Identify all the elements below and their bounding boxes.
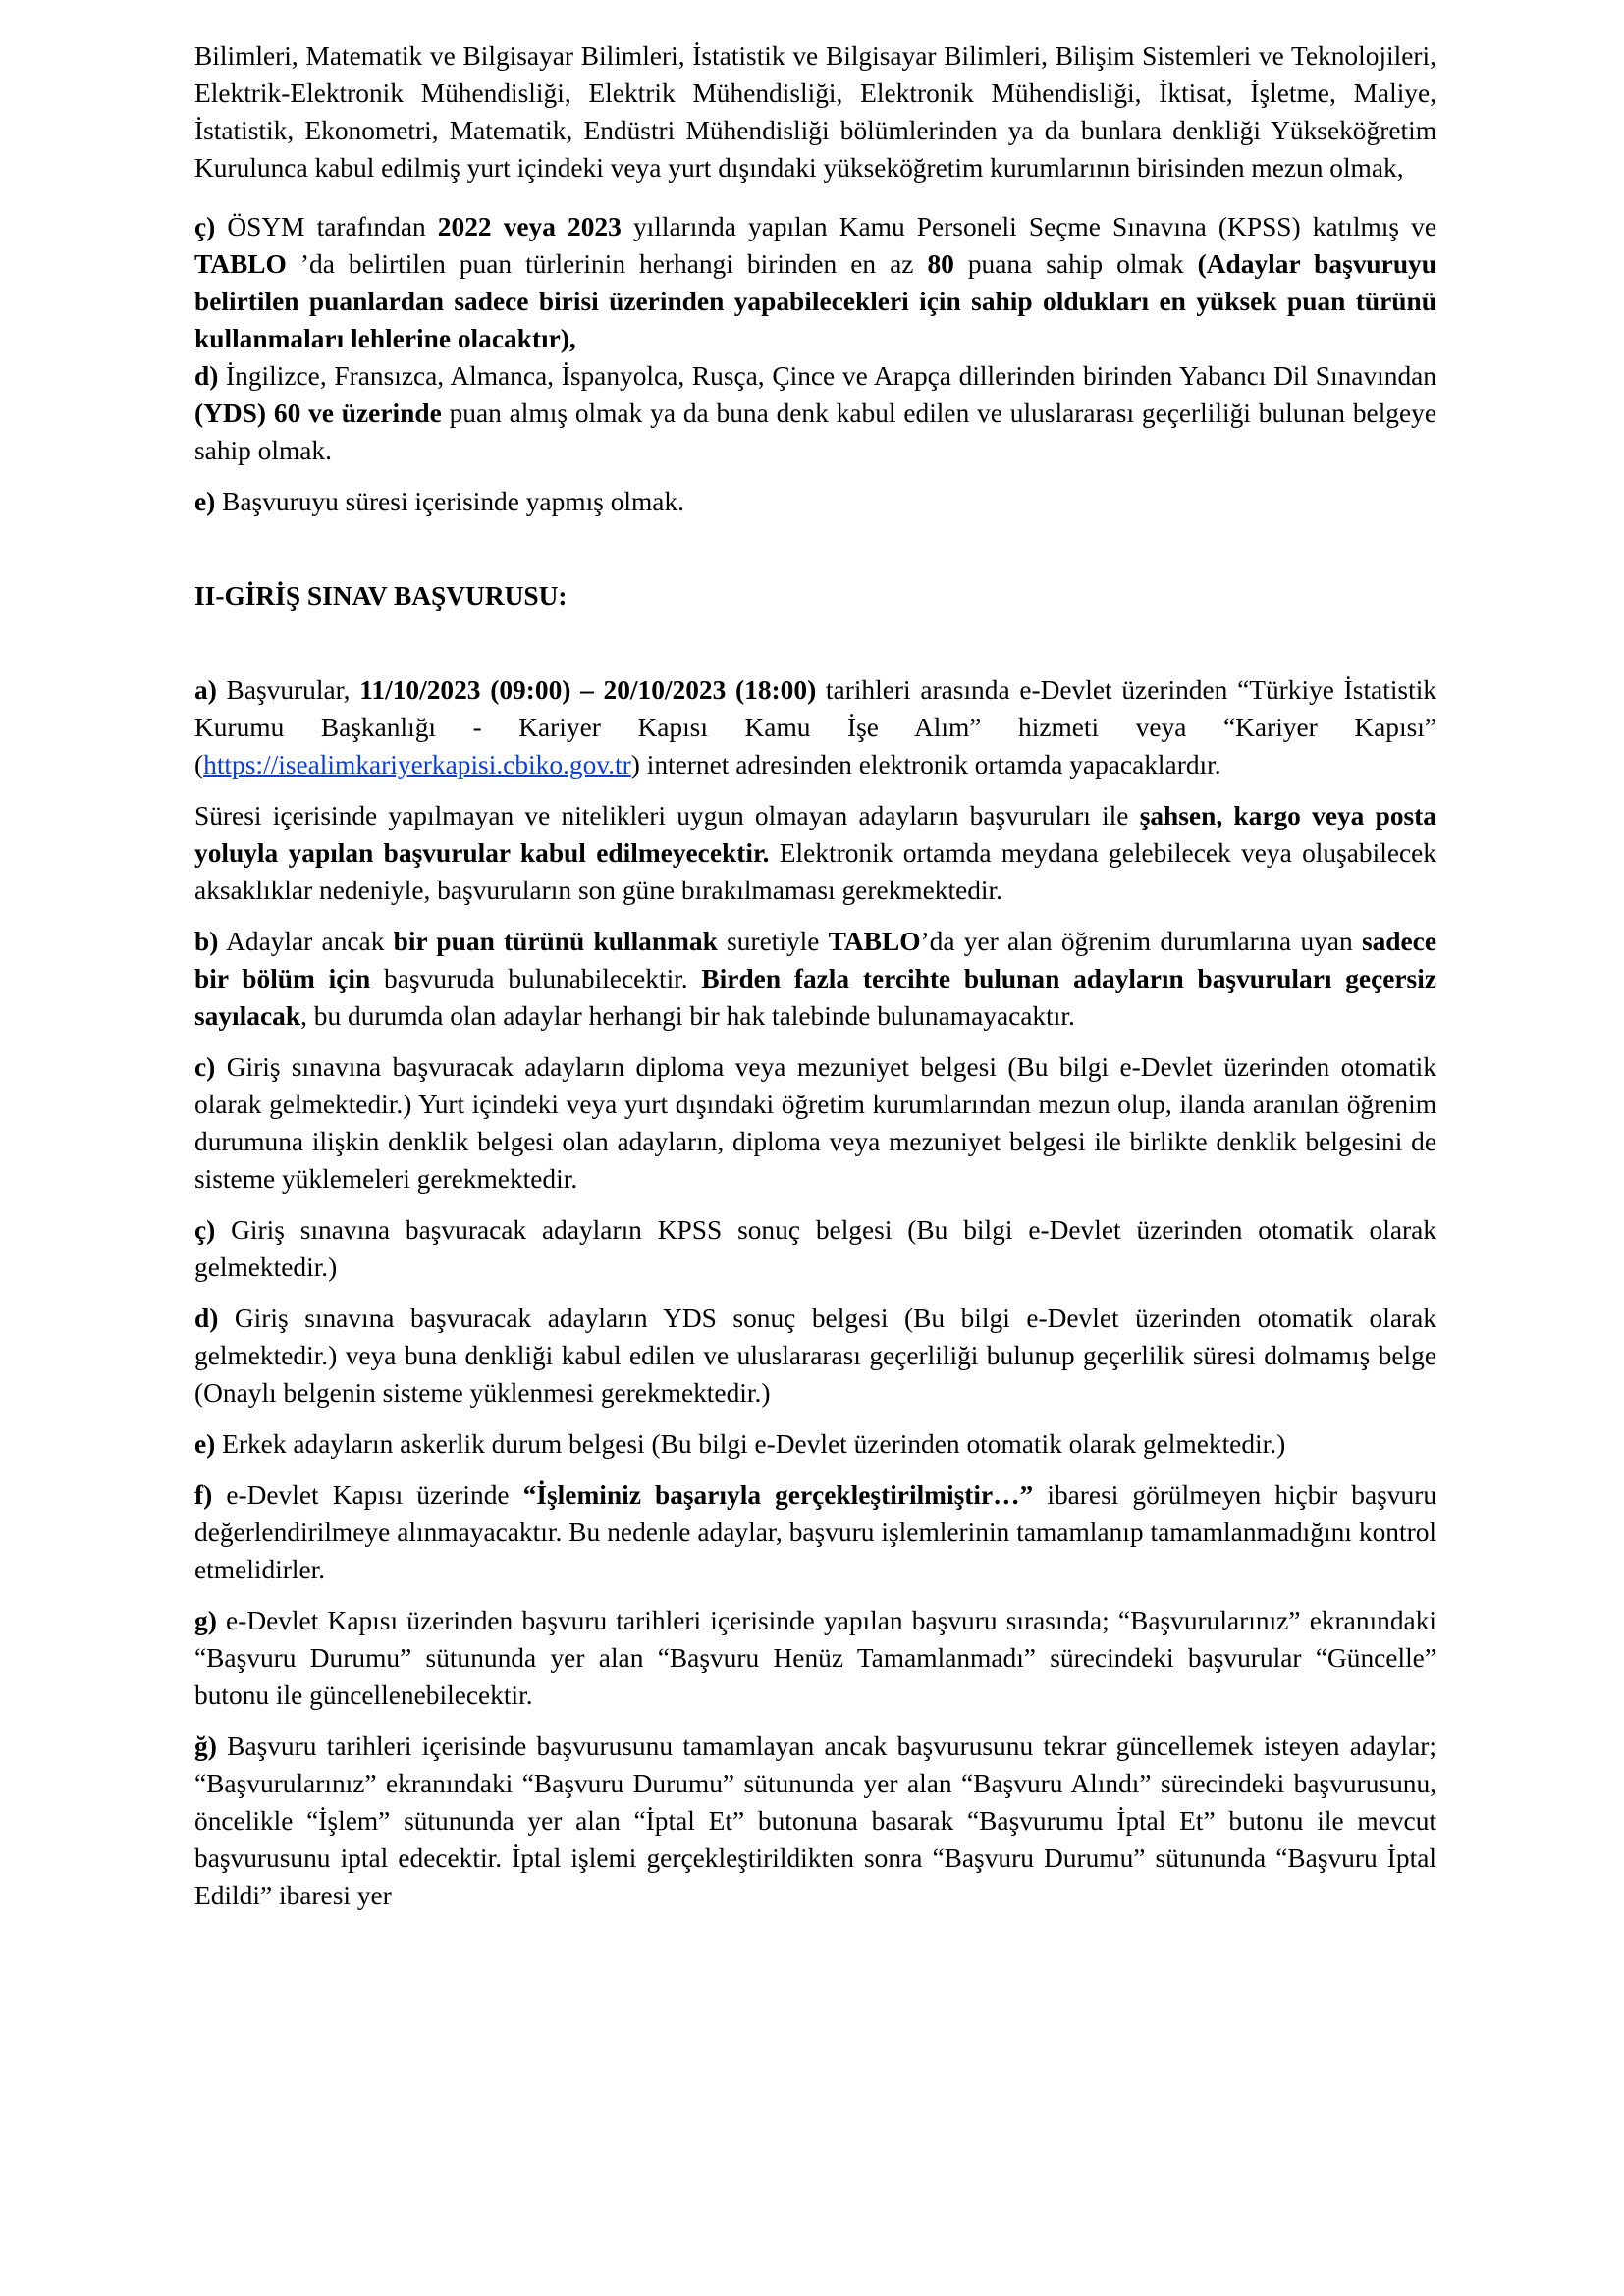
text: Giriş sınavına başvuracak adayların diploma veya mezuniyet belgesi (Bu bilgi e-Devlet üzerinden otomatik olarak gelmektedir.) Yurt içindeki veya yurt dışındaki öğretim kurumlarından mezun olup, ilanda aranılan öğrenim durumuna ilişkin denklik belgesi olan adayların, diploma veya mezuniyet belgesi ile birlikte denklik belgesini de sisteme yüklemeleri gerekmektedir. xyxy=(194,1052,1436,1194)
requirement-c-kpss xyxy=(194,208,1436,357)
application-g-update xyxy=(194,1602,1436,1714)
application-f-confirmation xyxy=(194,1476,1436,1588)
text: yıllarında yapılan Kamu Personeli Seçme Sınavına (KPSS) katılmış ve xyxy=(621,212,1436,241)
bold-text: (YDS) 60 ve üzerinde xyxy=(194,399,442,428)
text: Giriş sınavına başvuracak adayların YDS sonuç belgesi (Bu bilgi e-Devlet üzerinden otomatik olarak gelmektedir.) veya buna denkliği kabul edilen ve uluslararası geçerliliği bulunup geçerlilik süresi dolmamış belge (Onaylı belgenin sisteme yüklenmesi gerekmektedir.) xyxy=(194,1304,1436,1408)
item-label: ç) xyxy=(194,212,216,241)
application-d-yds-result xyxy=(194,1300,1436,1412)
application-cc-kpss-result xyxy=(194,1211,1436,1286)
text: tarihleri arasında e-Devlet üzerinden “Türkiye İstatistik Kurumu Başkanlığı - Kariyer Kapısı Kamu İşe Alım” hizmeti veya “Kariyer Kapısı” ( xyxy=(194,675,1437,779)
application-dates: 11/10/2023 (09:00) – 20/10/2023 (18:00) xyxy=(359,675,817,705)
application-a-dates xyxy=(194,671,1436,783)
text: ÖSYM tarafından xyxy=(215,212,438,241)
text: Giriş sınavına başvuracak adayların KPSS sonuç belgesi (Bu bilgi e-Devlet üzerinden otomatik olarak gelmektedir.) xyxy=(194,1215,1436,1282)
text: ) internet adresinden elektronik ortamda yapacaklardır. xyxy=(630,750,1221,779)
text: başvuruda bulunabilecektir. xyxy=(370,964,702,993)
item-label: g) xyxy=(194,1606,217,1635)
item-label: a) xyxy=(194,675,217,705)
bold-text: 80 xyxy=(927,249,954,279)
requirement-e-timely xyxy=(194,483,1436,520)
text: Başvurular, xyxy=(216,675,360,705)
text: puan almış olmak ya da buna denk kabul edilen ve uluslararası geçerliliği bulunan belgeye sahip olmak. xyxy=(194,399,1437,465)
text: Süresi içerisinde yapılmayan ve nitelikleri uygun olmayan adayların başvuruları ile xyxy=(194,801,1140,830)
requirement-d-yds xyxy=(194,357,1436,469)
text: ’da belirtilen puan türlerinin herhangi birinden en az xyxy=(286,249,928,279)
item-label: c) xyxy=(194,1052,216,1082)
text: e-Devlet Kapısı üzerinde xyxy=(212,1480,523,1510)
text: ’da yer alan öğrenim durumlarına uyan xyxy=(920,927,1362,956)
item-label: f) xyxy=(194,1480,213,1510)
item-label: ç) xyxy=(194,1215,216,1245)
kariyer-kapisi-link[interactable]: https://isealimkariyerkapisi.cbiko.gov.tr xyxy=(203,750,631,779)
item-label: e) xyxy=(194,1429,216,1459)
bold-text: 2022 veya 2023 xyxy=(437,212,622,241)
bold-text: şahsen, kargo veya posta yoluyla yapılan başvurular kabul edilmeyecektir. xyxy=(194,801,1436,868)
item-label: d) xyxy=(194,361,219,391)
application-note xyxy=(194,797,1436,909)
bold-text: (Adaylar başvuruyu belirtilen puanlardan sadece birisi üzerinden yapabilecekleri için sahip oldukları en yüksek puan türünü kullanmaları lehlerine olacaktır), xyxy=(194,249,1436,353)
bold-text: bir puan türünü kullanmak xyxy=(393,927,718,956)
text: Adaylar ancak xyxy=(218,927,394,956)
eligibility-departments-paragraph: Bilimleri, Matematik ve Bilgisayar Bilimleri, İstatistik ve Bilgisayar Bilimleri, Bilişim Sistemleri ve Teknolojileri, Elektrik-Elektronik Mühendisliği, Elektrik Mühendisliği, Elektronik Mühendisliği, İktisat, İşletme, Maliye, İstatistik, Ekonometri, Matematik, Endüstri Mühendisliği bölümlerinden ya da bunlara denkliği Yükseköğretim Kurulunca kabul edilmiş yurt içindeki veya yurt dışındaki yükseköğretim kurumlarının birisinden mezun olmak, xyxy=(194,41,1436,183)
item-label: e) xyxy=(194,487,216,516)
application-c-diploma xyxy=(194,1048,1436,1198)
bold-text: “İşleminiz başarıyla gerçekleştirilmiştir…” xyxy=(522,1480,1034,1510)
text: suretiyle xyxy=(717,927,829,956)
item-label: ğ) xyxy=(194,1732,217,1761)
bold-text: sadece bir bölüm için xyxy=(194,927,1436,993)
application-e-military xyxy=(194,1425,1436,1463)
text: , bu durumda olan adaylar herhangi bir hak talebinde bulunamayacaktır. xyxy=(300,1001,1075,1031)
text: e-Devlet Kapısı üzerinden başvuru tarihleri içerisinde yapılan başvuru sırasında; “Başvurularınız” ekranındaki “Başvuru Durumu” sütununda yer alan “Başvuru Henüz Tamamlanmadı” sürecindeki başvurular “Güncelle” butonu ile güncellenebilecektir. xyxy=(194,1606,1436,1710)
text: Başvuru tarihleri içerisinde başvurusunu tamamlayan ancak başvurusunu tekrar güncellemek isteyen adaylar; “Başvurularınız” ekranındaki “Başvuru Durumu” sütununda yer alan “Başvuru Alındı” sürecindeki başvurusunu, öncelikle “İşlem” sütununda yer alan “İptal Et” butonuna basarak “Başvurumu İptal Et” butonu ile mevcut başvurusunu iptal edecektir. İptal işlemi gerçekleştirildikten sonra “Başvuru Durumu” sütununda “Başvuru İptal Edildi” ibaresi yer xyxy=(194,1732,1436,1910)
text: puana sahip olmak xyxy=(953,249,1198,279)
text: İngilizce, Fransızca, Almanca, İspanyolca, Rusça, Çince ve Arapça dillerinden birinden Yabancı Dil Sınavından xyxy=(218,361,1436,391)
item-label: d) xyxy=(194,1304,219,1333)
bold-text: Birden fazla tercihte bulunan adayların başvuruları geçersiz sayılacak xyxy=(194,964,1436,1031)
bold-text: TABLO xyxy=(828,927,921,956)
text: ibaresi görülmeyen hiçbir başvuru değerlendirilmeye alınmayacaktır. Bu nedenle adaylar, başvuru işlemlerinin tamamlanıp tamamlanmadığını kontrol etmelidirler. xyxy=(194,1480,1437,1584)
section-heading: II-GİRİŞ SINAV BAŞVURUSU: xyxy=(194,581,568,611)
item-label: b) xyxy=(194,927,219,956)
application-gg-cancel xyxy=(194,1728,1436,1914)
document-page xyxy=(194,37,1436,1914)
bold-text: TABLO xyxy=(194,249,287,279)
text: Erkek adayların askerlik durum belgesi (Bu bilgi e-Devlet üzerinden otomatik olarak gelmektedir.) xyxy=(215,1429,1286,1459)
application-b-single-choice xyxy=(194,923,1436,1035)
text: Elektronik ortamda meydana gelebilecek veya oluşabilecek aksaklıklar nedeniyle, başvuruların son güne bırakılmaması gerekmektedir. xyxy=(194,838,1437,905)
text: Başvuruyu süresi içerisinde yapmış olmak. xyxy=(215,487,685,516)
